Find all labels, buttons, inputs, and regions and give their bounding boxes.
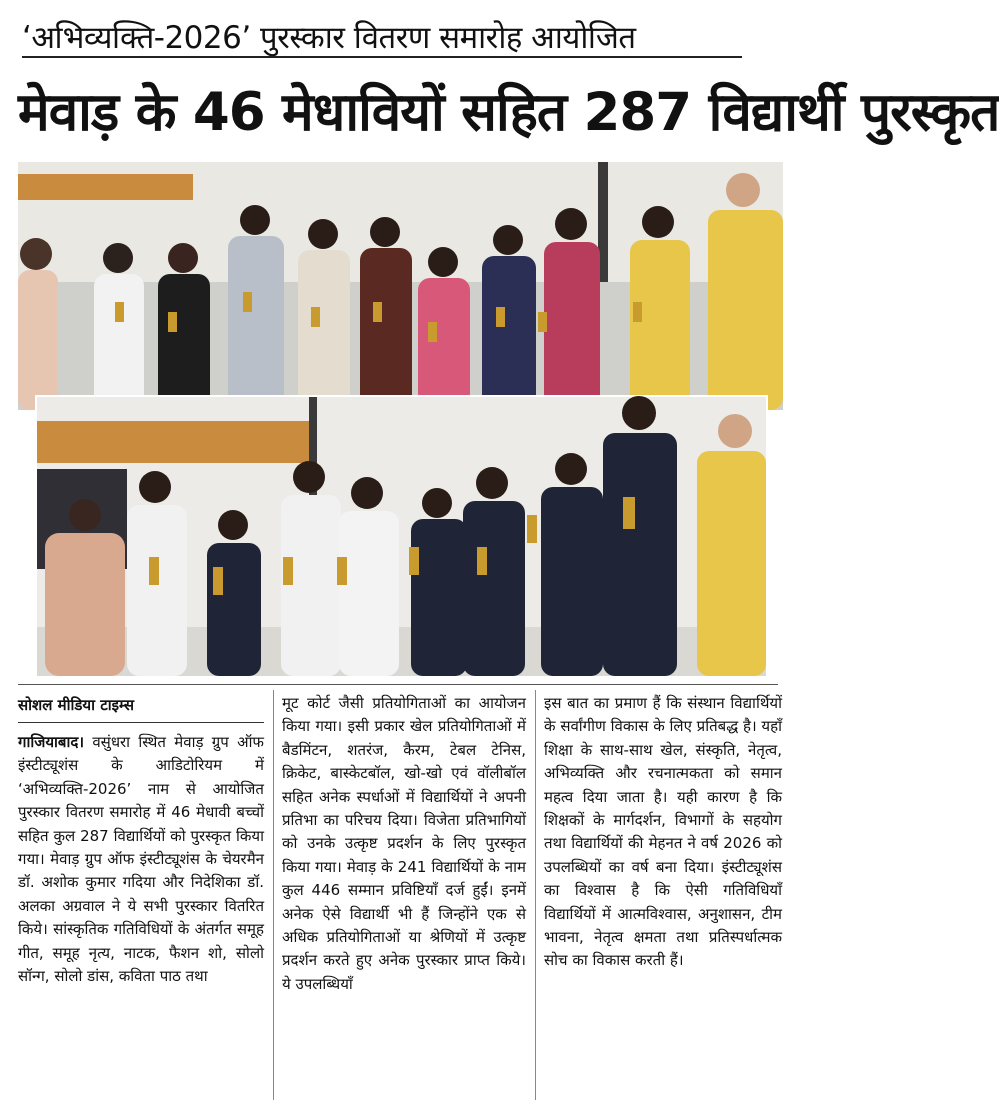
award-photo-bottom	[35, 395, 768, 678]
column-1-text: वसुंधरा स्थित मेवाड़ ग्रुप ऑफ इंस्टीट्यूशंस के आडिटोरियम में ‘अभिव्यक्ति-2026’ नाम से आयोजित पुरस्कार वितरण समारोह में 46 मेधावी बच्चों सहित कुल 287 विद्यार्थियों को पुरस्कृत किया गया। मेवाड़ ग्रुप ऑफ इंस्टीट्यूशंस के चेयरमैन डॉ. अशोक कुमार गदिया और निदेशिका डॉ. अलका अग्रवाल ने ये सभी पुरस्कार वितरित किये। सांस्कृतिक गतिविधियों के अंतर्गत समूह गीत, समूह नृत्य, नाटक, फैशन शो, सोलो सॉन्ग, सोलो डांस, कविता पाठ तथा	[18, 733, 264, 986]
column-divider	[535, 690, 536, 1100]
award-photo-top	[18, 162, 783, 410]
article-top-rule	[18, 684, 778, 685]
headline: मेवाड़ के 46 मेधावियों सहित 287 विद्यार्थी पुरस्कृत	[18, 82, 999, 143]
column-2-text: मूट कोर्ट जैसी प्रतियोगिताओं का आयोजन किया गया। इसी प्रकार खेल प्रतियोगिताओं में बैडमिंटन, शतरंज, कैरम, टेबल टेनिस, क्रिकेट, बास्केटबॉल, खो-खो एवं वॉलीबॉल सहित अनेक स्पर्धाओं में विद्यार्थियों ने अपनी प्रतिभा का परिचय दिया। विजेता प्रतिभागियों को उनके उत्कृष्ट प्रदर्शन के लिए पुरस्कृत किया गया। मेवाड़ के 241 विद्यार्थियों के नाम कुल 446 सम्मान प्रविष्टियाँ दर्ज हुईं। इनमें अनेक ऐसे विद्यार्थी भी हैं जिन्होंने एक से अधिक प्रतियोगिताओं या श्रेणियों में उत्कृष्ट प्रदर्शन करते हुए अनेक पुरस्कार प्राप्त किये। ये उपलब्धियाँ	[282, 694, 526, 993]
kicker-heading: ‘अभिव्यक्ति-2026’ पुरस्कार वितरण समारोह आयोजित	[22, 20, 636, 56]
kicker-underline	[22, 56, 742, 58]
article-column-1	[18, 692, 264, 988]
byline: सोशल मीडिया टाइम्स	[18, 692, 264, 723]
column-divider	[273, 690, 274, 1100]
article-column-2	[282, 692, 526, 996]
article-column-3	[544, 692, 782, 973]
column-3-text: इस बात का प्रमाण हैं कि संस्थान विद्यार्थियों के सर्वांगीण विकास के लिए प्रतिबद्ध है। यहाँ शिक्षा के साथ-साथ खेल, संस्कृति, नेतृत्व, अभिव्यक्ति और रचनात्मकता को समान महत्व दिया जाता है। यही कारण है कि शिक्षकों के मार्गदर्शन, विभागों के सहयोग तथा विद्यार्थियों की मेहनत ने वर्ष 2026 को उपलब्धियों का वर्ष बना दिया। इंस्टीट्यूशंस का विश्वास है कि ऐसी गतिविधियाँ विद्यार्थियों में आत्मविश्वास, अनुशासन, टीम भावना, नेतृत्व क्षमता तथा प्रतिस्पर्धात्मक सोच का विकास करती हैं।	[544, 694, 782, 970]
dateline: गाजियाबाद।	[18, 733, 85, 751]
